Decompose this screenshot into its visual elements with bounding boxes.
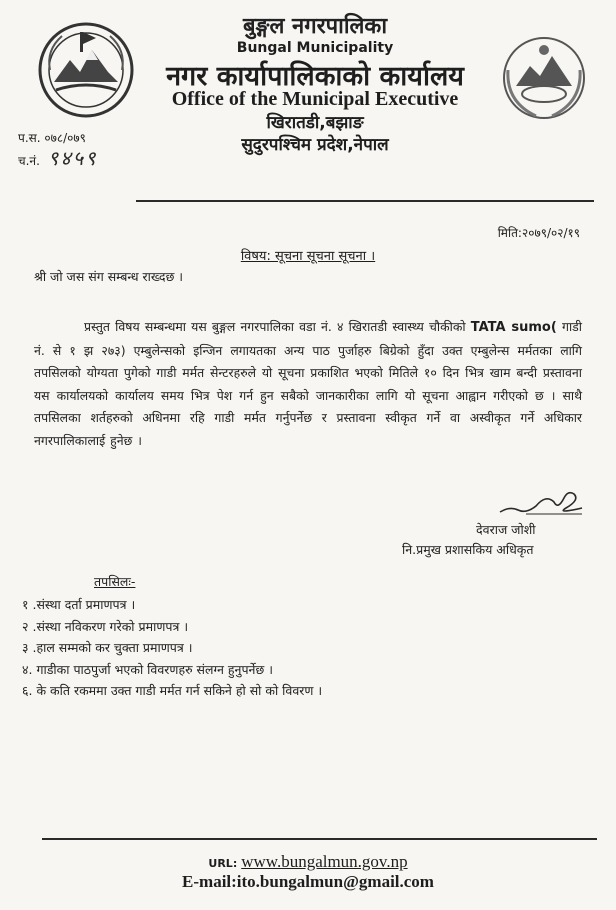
list-item: ६. के कति रकममा उक्त गाडी मर्मत गर्न सकिने हो सो को विवरण ।: [22, 683, 323, 698]
reference-numbers: [18, 128, 98, 171]
cn-label: च.नं.: [18, 154, 40, 168]
office-name-np: नगर कार्यापालिकाको कार्यालय: [166, 61, 464, 92]
footer-divider: [42, 838, 597, 840]
list-item: ३ .हाल सम्मको कर चुक्ता प्रमाणपत्र ।: [22, 640, 193, 655]
signature-mark: [496, 484, 586, 520]
office-province: सुदुरपश्चिम प्रदेश,नेपाल: [241, 135, 389, 155]
url-label: URL:: [208, 857, 238, 870]
letter-subject: [0, 246, 616, 264]
conditions-list: [22, 594, 322, 702]
body-part-1: प्रस्तुत विषय सम्बन्धमा यस बुङ्गल नगरपालिका वडा नं. ४ खिरातडी स्वास्थ्य चौकीको: [84, 319, 466, 334]
footer-url: [0, 852, 616, 872]
letter-body: [34, 316, 582, 452]
cn-number: [18, 148, 98, 171]
municipality-name-en: Bungal Municipality: [236, 40, 394, 56]
vehicle-model: TATA sumo(: [470, 320, 557, 335]
body-part-2: गाडी नं. से १ झ २७३) एम्बुलेन्सको इन्जिन लगायतका अन्य पाठ पुर्जाहरु बिग्रेको हुँदा उक्त एम्बुलेन्स मर्मतका लागि तपसिलको योग्यता पुगेको गाडी मर्मत सेन्टरहरुले यो सूचना प्रकाशित भएको मितिले १० दिन भित्र खाम बन्दी प्रस्तावना यस कार्यालयको कार्यालय समय भित्र पेश गर्न हुन सबैको जानकारीका लागि यो सूचना आह्वान गरीएको छ । साथै तपसिलका शर्तहरुको अधिनमा रहि गाडी मर्मत गर्नुपर्नेछ र प्रस्तावना स्वीकृत गर्ने वा अस्वीकृत गर्ने अधिकार नगरपालिकालाई हुनेछ ।: [34, 319, 582, 448]
subject-text: विषय: सूचना सूचना सूचना ।: [240, 249, 376, 264]
cn-value: ९४५९: [47, 146, 98, 170]
list-item: १ .संस्था दर्ता प्रमाणपत्र ।: [22, 597, 136, 612]
website-link[interactable]: www.bungalmun.gov.np: [241, 852, 408, 871]
nepal-coat-of-arms-icon: [496, 30, 592, 126]
municipality-name-np: बुङ्गल नगरपालिका: [242, 13, 388, 39]
header-divider: [136, 200, 594, 202]
footer-email[interactable]: E-mail:ito.bungalmun@gmail.com: [182, 872, 434, 891]
salutation: श्री जो जस संग सम्बन्ध राख्दछ ।: [34, 269, 184, 284]
conditions-title: तपसिलः-: [94, 574, 136, 589]
letter-date: मिति:२०७९/०२/१९: [497, 226, 580, 240]
signatory-title: नि.प्रमुख प्रशासकिय अधिकृत: [402, 542, 534, 557]
office-name-en: Office of the Municipal Executive: [171, 88, 459, 110]
list-item: २ .संस्था नविकरण गरेको प्रमाणपत्र ।: [22, 618, 189, 634]
signatory-name: देवराज जोशी: [476, 522, 536, 537]
municipality-emblem-icon: [36, 20, 136, 120]
office-address: खिरातडी,बझाङ: [266, 113, 364, 133]
ps-number: प.स. ०७८/०७९: [18, 131, 86, 145]
list-item: ४. गाडीका पाठपुर्जा भएको विवरणहरु संलग्न हुनुपर्नेछ ।: [22, 661, 273, 677]
